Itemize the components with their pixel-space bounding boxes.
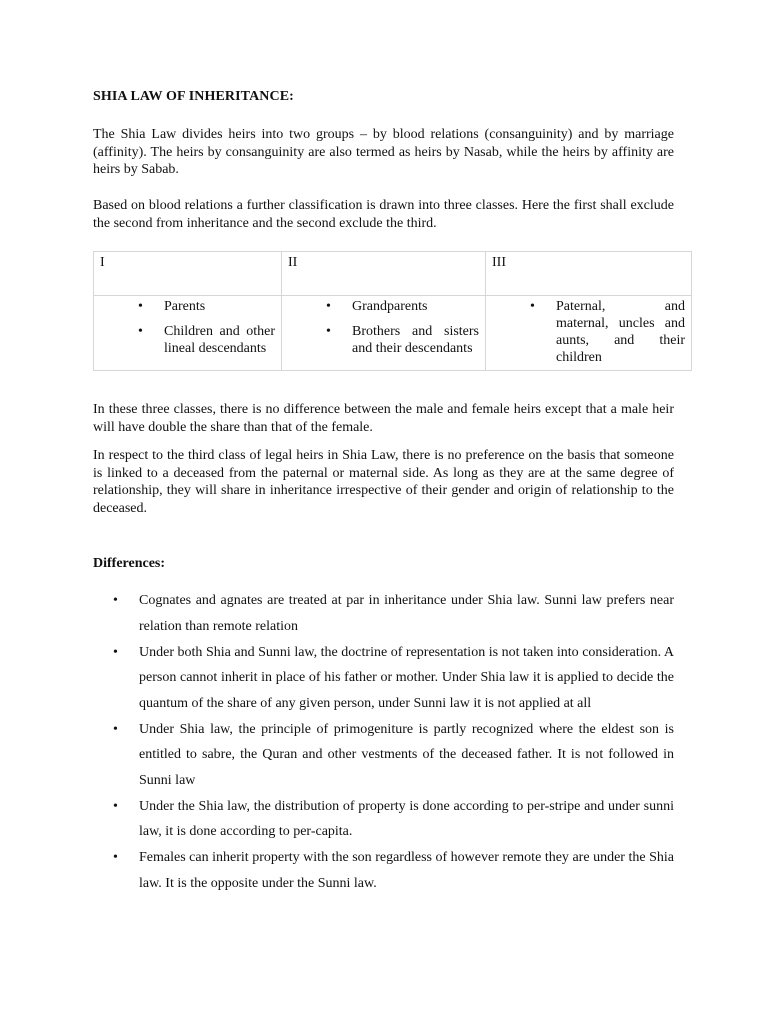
list-item-text: Under the Shia law, the distribution of property is done according to per-stripe and under sunni law, it is done according to per-capita.	[139, 798, 674, 839]
list-item	[326, 298, 479, 315]
heir-classes-table	[93, 251, 692, 371]
document-title: SHIA LAW OF INHERITANCE:	[93, 89, 294, 104]
list-item-text: Under Shia law, the principle of primogeniture is partly recognized where the eldest son is entitled to sabre, the Quran and other vestments of the deceased father. It is not followed in Sunni law	[139, 721, 674, 788]
differences-heading: Differences:	[93, 556, 166, 571]
table-header-row	[94, 252, 692, 296]
list-item-text: Children and other lineal descendants	[164, 324, 275, 356]
classification-paragraph: Based on blood relations a further classification is drawn into three classes. Here the first shall exclude the second from inheritance and the second exclude the third.	[93, 198, 674, 231]
class-cell-2	[282, 296, 486, 371]
bullet-icon: •	[113, 721, 118, 737]
list-item	[530, 298, 685, 366]
third-class-paragraph: In respect to the third class of legal heirs in Shia Law, there is no preference on the basis that someone is linked to a deceased from the paternal or maternal side. As long as they are at the same degree of relationship, they will share in inheritance irrespective of their gender and origin of relationship to the deceased.	[93, 448, 674, 516]
list-item	[93, 794, 674, 845]
list-item	[93, 640, 674, 717]
list-item	[93, 717, 674, 794]
bullet-icon: •	[113, 798, 118, 814]
list-item-text: Females can inherit property with the son regardless of however remote they are under the Shia law. It is the opposite under the Sunni law.	[139, 850, 674, 891]
list-item-text: Grandparents	[352, 299, 428, 314]
class-cell-1	[94, 296, 282, 371]
list-item	[93, 588, 674, 639]
bullet-icon: •	[113, 593, 118, 608]
class-list-2	[288, 298, 479, 357]
bullet-icon: •	[138, 324, 143, 339]
bullet-icon: •	[530, 299, 535, 314]
list-item-text: Paternal, and maternal, uncles and aunts, and their children	[556, 299, 685, 365]
bullet-icon: •	[326, 324, 331, 339]
list-item-text: Parents	[164, 299, 206, 314]
intro-paragraph: The Shia Law divides heirs into two groups – by blood relations (consanguinity) and by marriage (affinity). The heirs by consanguinity are also termed as heirs by Nasab, while the heirs by affinity are heirs by Sabab.	[93, 127, 674, 177]
bullet-icon: •	[113, 850, 118, 865]
differences-list	[93, 588, 674, 897]
bullet-icon: •	[138, 299, 143, 314]
list-item-text: Brothers and sisters and their descendants	[352, 324, 479, 356]
class-list-3	[492, 298, 685, 366]
class-header-3: III	[486, 252, 692, 296]
table-row	[94, 296, 692, 371]
bullet-icon: •	[326, 299, 331, 314]
no-difference-paragraph: In these three classes, there is no difference between the male and female heirs except that a male heir will have double the share than that of the female.	[93, 402, 674, 435]
list-item	[138, 323, 275, 357]
list-item	[138, 298, 275, 315]
class-header-2: II	[282, 252, 486, 296]
list-item	[93, 845, 674, 896]
list-item	[326, 323, 479, 357]
class-header-1: I	[94, 252, 282, 296]
class-list-1	[100, 298, 275, 357]
list-item-text: Under both Shia and Sunni law, the doctrine of representation is not taken into consideration. A person cannot inherit in place of his father or mother. Under Shia law it is applied to decide the quantum of the share of any given person, under Sunni law it is not applied at all	[139, 644, 674, 711]
list-item-text: Cognates and agnates are treated at par in inheritance under Shia law. Sunni law prefers near relation than remote relation	[139, 593, 674, 634]
bullet-icon: •	[113, 644, 118, 660]
class-cell-3	[486, 296, 692, 371]
